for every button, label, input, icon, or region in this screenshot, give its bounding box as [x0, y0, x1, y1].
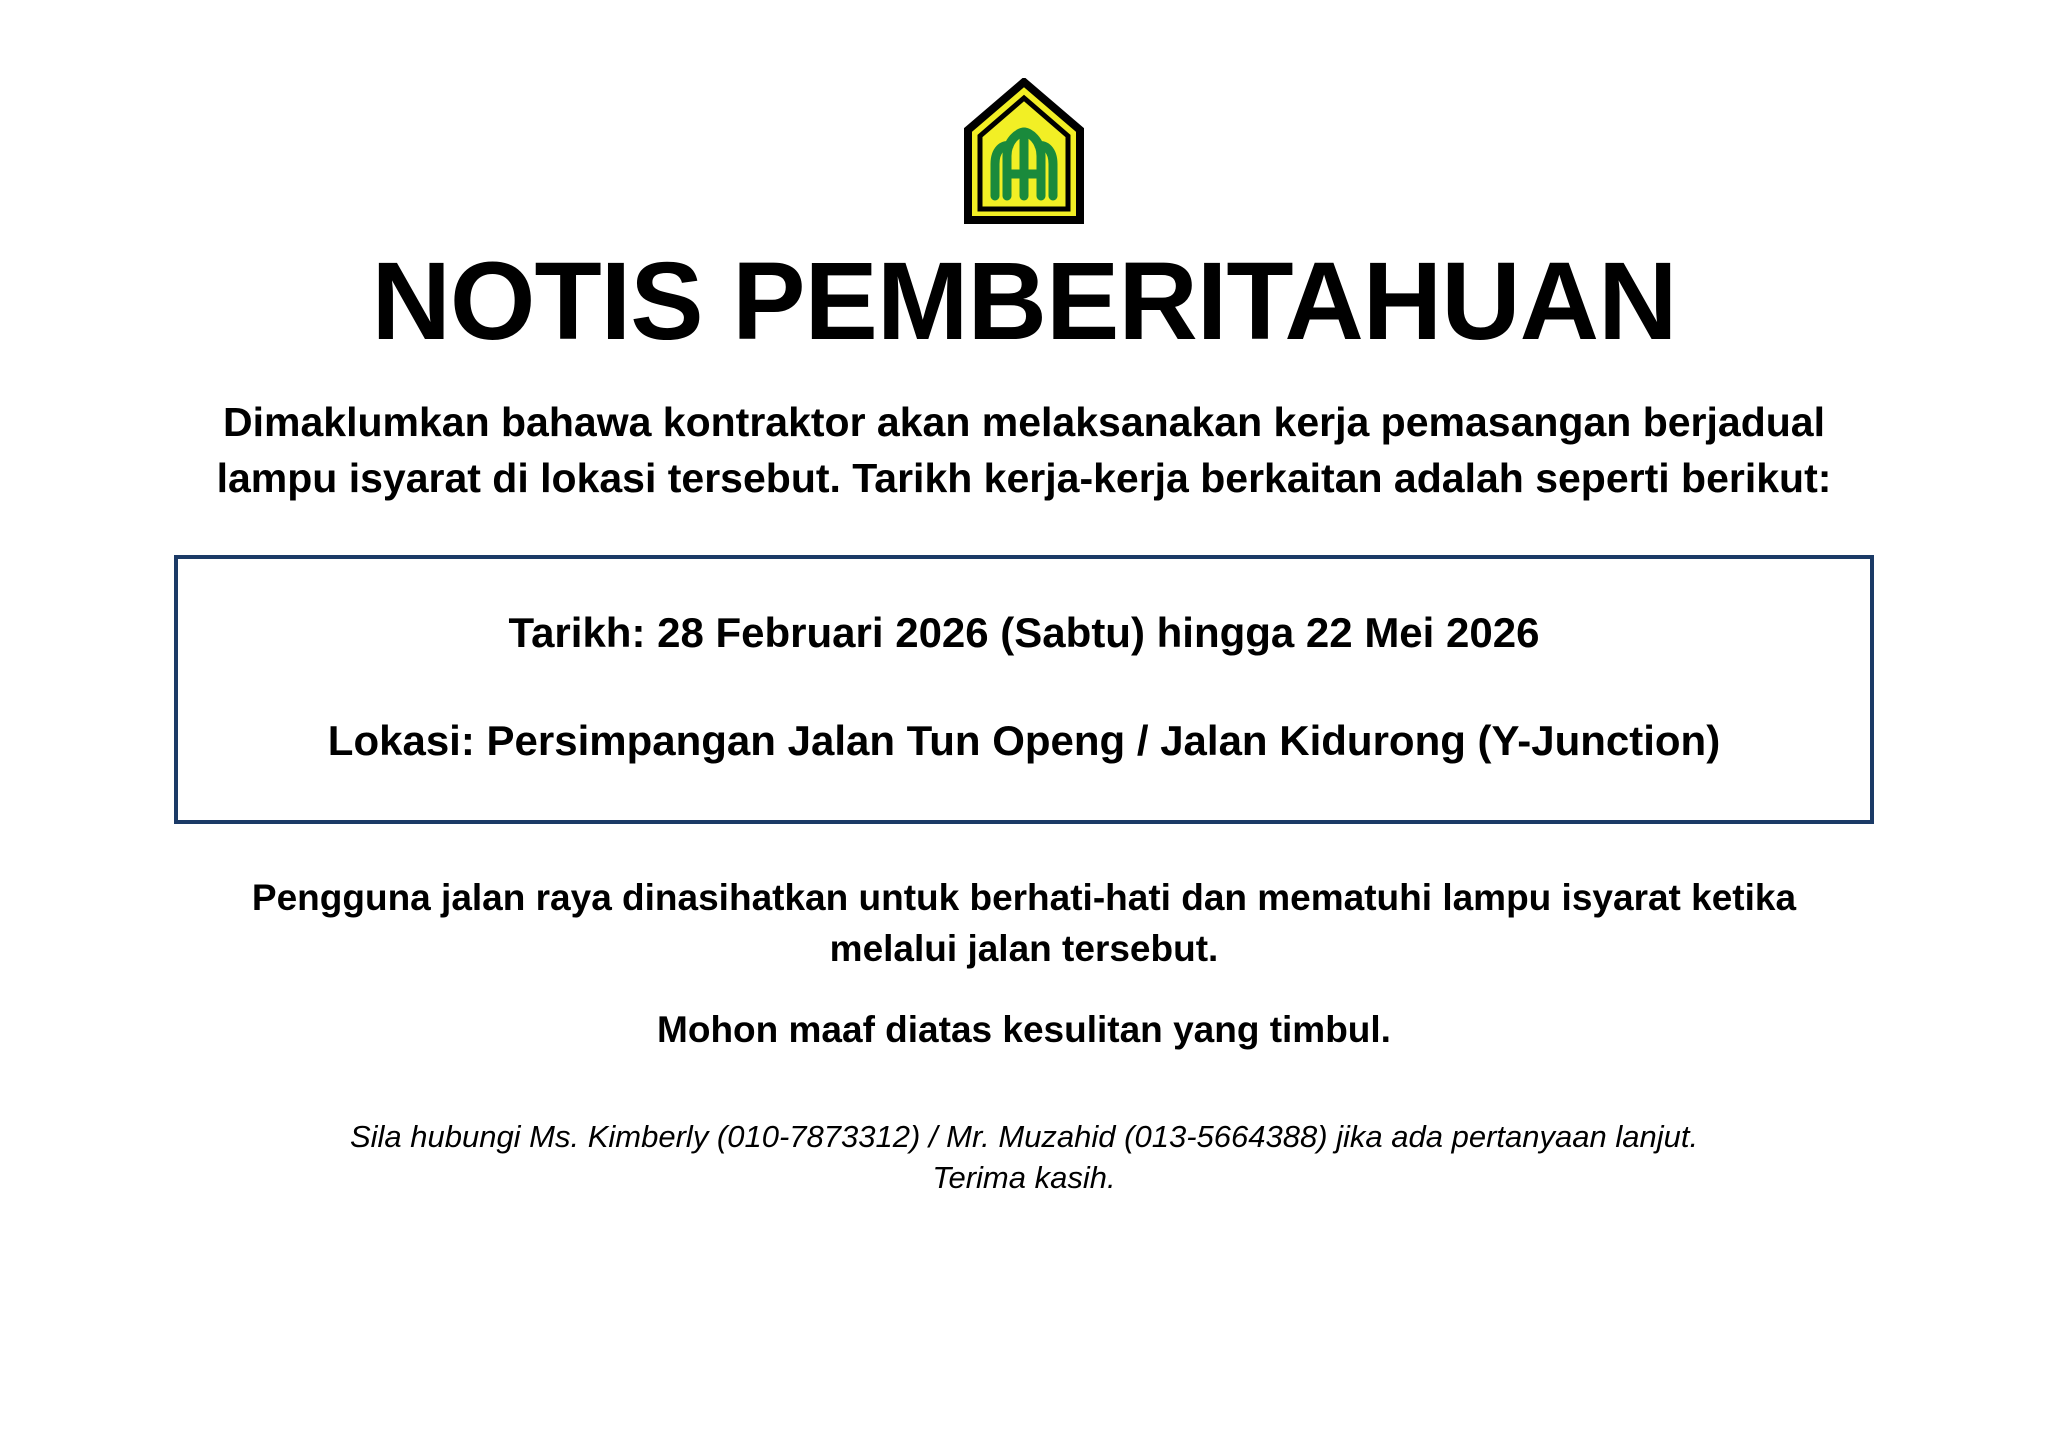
detail-location: Lokasi: Persimpangan Jalan Tun Openg / Jalan Kidurong (Y-Junction) — [327, 717, 1721, 765]
apology-text: Mohon maaf diatas kesulitan yang timbul. — [657, 1009, 1391, 1051]
contact-text: Sila hubungi Ms. Kimberly (010-7873312) / Mr. Muzahid (013-5664388) jika ada pertanyaan lanjut. — [349, 1119, 1699, 1155]
intro-paragraph: Dimaklumkan bahawa kontraktor akan melaksanakan kerja pemasangan berjadual lampu isyarat di lokasi tersebut. Tarikh kerja-kerja berkaitan adalah seperti berikut: — [216, 398, 1832, 502]
logo-container — [96, 78, 1952, 228]
detail-date: Tarikh: 28 Februari 2026 (Sabtu) hingga 22 Mei 2026 — [508, 608, 1540, 656]
advisory-text: Pengguna jalan raya dinasihatkan untuk berhati-hati dan mematuhi lampu isyarat ketika melalui jalan tersebut. — [251, 876, 1797, 970]
details-box — [174, 555, 1874, 824]
sarawak-council-crest-icon — [949, 78, 1099, 228]
page-title: NOTIS PEMBERITAHUAN — [371, 240, 1677, 363]
thanks-text: Terima kasih. — [932, 1160, 1116, 1196]
